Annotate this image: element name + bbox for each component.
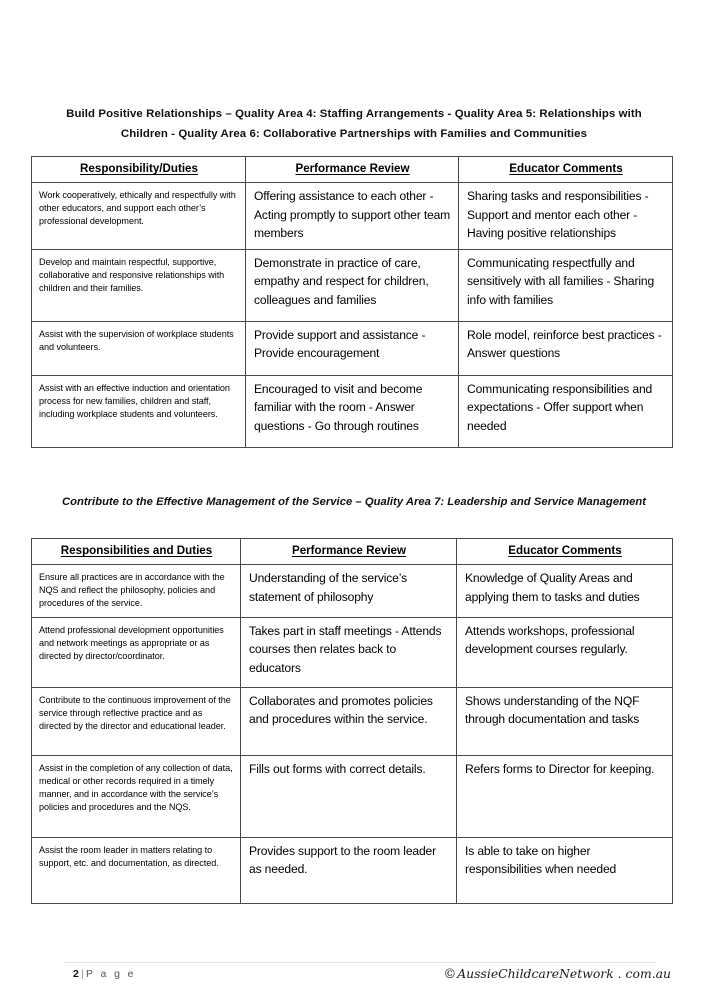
cell-duty: Work cooperatively, ethically and respectfully with other educators, and support each other’s professional development. (32, 183, 246, 250)
column-header-label: Educator Comments (508, 544, 622, 557)
column-header-responsibility-duties (32, 157, 246, 183)
table-row (32, 755, 673, 837)
page-word-label: P a g e (85, 968, 136, 980)
cell-educator-comments: Sharing tasks and responsibilities - Support and mentor each other - Having positive relationships (459, 183, 673, 250)
table-row (32, 837, 673, 903)
footer-divider (64, 962, 656, 963)
cell-performance-review: Provides support to the room leader as needed. (241, 837, 457, 903)
column-header-label: Performance Review (291, 544, 407, 557)
column-header-label: Educator Comments (509, 162, 623, 175)
table-row (32, 687, 673, 755)
responsibilities-table-2 (31, 538, 673, 904)
cell-performance-review: Takes part in staff meetings - Attends courses then relates back to educators (241, 617, 457, 687)
column-header-educator-comments (459, 157, 673, 183)
table-row (32, 321, 673, 375)
cell-educator-comments: Refers forms to Director for keeping. (457, 755, 673, 837)
cell-educator-comments: Is able to take on higher responsibilities when needed (457, 837, 673, 903)
cell-performance-review: Offering assistance to each other - Acting promptly to support other team members (246, 183, 459, 250)
cell-duty: Contribute to the continuous improvement of the service through reflective practice and as directed by the director and educational leader. (32, 687, 241, 755)
page-number-separator: | (81, 968, 84, 980)
cell-educator-comments: Knowledge of Quality Areas and applying them to tasks and duties (457, 565, 673, 618)
cell-duty: Assist the room leader in matters relating to support, etc. and documentation, as directed. (32, 837, 241, 903)
site-name-label: AussieChildcareNetwork . com.au (457, 966, 671, 981)
column-header-performance-review (241, 539, 457, 565)
page-number-footer (73, 968, 136, 980)
cell-performance-review: Encouraged to visit and become familiar with the room - Answer questions - Go through routines (246, 375, 459, 447)
table-row (32, 249, 673, 321)
column-header-educator-comments (457, 539, 673, 565)
cell-duty: Develop and maintain respectful, supportive, collaborative and responsive relationships with children and their families. (32, 249, 246, 321)
table-header-row (32, 157, 673, 183)
cell-duty: Attend professional development opportunities and network meetings as appropriate or as directed by director/coordinator. (32, 617, 241, 687)
cell-educator-comments: Communicating respectfully and sensitively with all families - Sharing info with families (459, 249, 673, 321)
cell-educator-comments: Attends workshops, professional development courses regularly. (457, 617, 673, 687)
table-row (32, 565, 673, 618)
cell-duty: Assist in the completion of any collection of data, medical or other records required in a timely manner, and in accordance with the service’s policies and procedures and the NQS. (32, 755, 241, 837)
column-header-responsibilities-and-duties (32, 539, 241, 565)
cell-performance-review: Understanding of the service’s statement of philosophy (241, 565, 457, 618)
cell-educator-comments: Role model, reinforce best practices - Answer questions (459, 321, 673, 375)
column-header-label: Performance Review (295, 162, 410, 175)
table-header-row (32, 539, 673, 565)
column-header-label: Responsibilities and Duties (60, 544, 213, 557)
cell-performance-review: Demonstrate in practice of care, empathy and respect for children, colleagues and families (246, 249, 459, 321)
responsibilities-table-1 (31, 156, 673, 448)
cell-duty: Ensure all practices are in accordance with the NQS and reflect the philosophy, policies and procedures of the service. (32, 565, 241, 618)
cell-performance-review: Fills out forms with correct details. (241, 755, 457, 837)
table-row (32, 183, 673, 250)
column-header-label: Responsibility/Duties (80, 162, 198, 175)
cell-educator-comments: Shows understanding of the NQF through documentation and tasks (457, 687, 673, 755)
cell-performance-review: Collaborates and promotes policies and procedures within the service. (241, 687, 457, 755)
page-number: 2 (73, 968, 80, 980)
cell-duty: Assist with the supervision of workplace students and volunteers. (32, 321, 246, 375)
section-heading-quality-areas-4-5-6: Build Positive Relationships – Quality Area 4: Staffing Arrangements - Quality Area 5: Relationships with Children - Quality Area 6: Collaborative Partnerships with Families and Communities (66, 108, 642, 140)
section-heading-quality-area-7: Contribute to the Effective Management of the Service – Quality Area 7: Leadership and Service Management (61, 496, 647, 508)
cell-duty: Assist with an effective induction and orientation process for new families, children and staff, including workplace students and volunteers. (32, 375, 246, 447)
copyright-icon: © (443, 967, 457, 982)
cell-educator-comments: Communicating responsibilities and expectations - Offer support when needed (459, 375, 673, 447)
table-row (32, 617, 673, 687)
table-row (32, 375, 673, 447)
cell-performance-review: Provide support and assistance - Provide encouragement (246, 321, 459, 375)
site-credit-footer (443, 966, 671, 982)
column-header-performance-review (246, 157, 459, 183)
